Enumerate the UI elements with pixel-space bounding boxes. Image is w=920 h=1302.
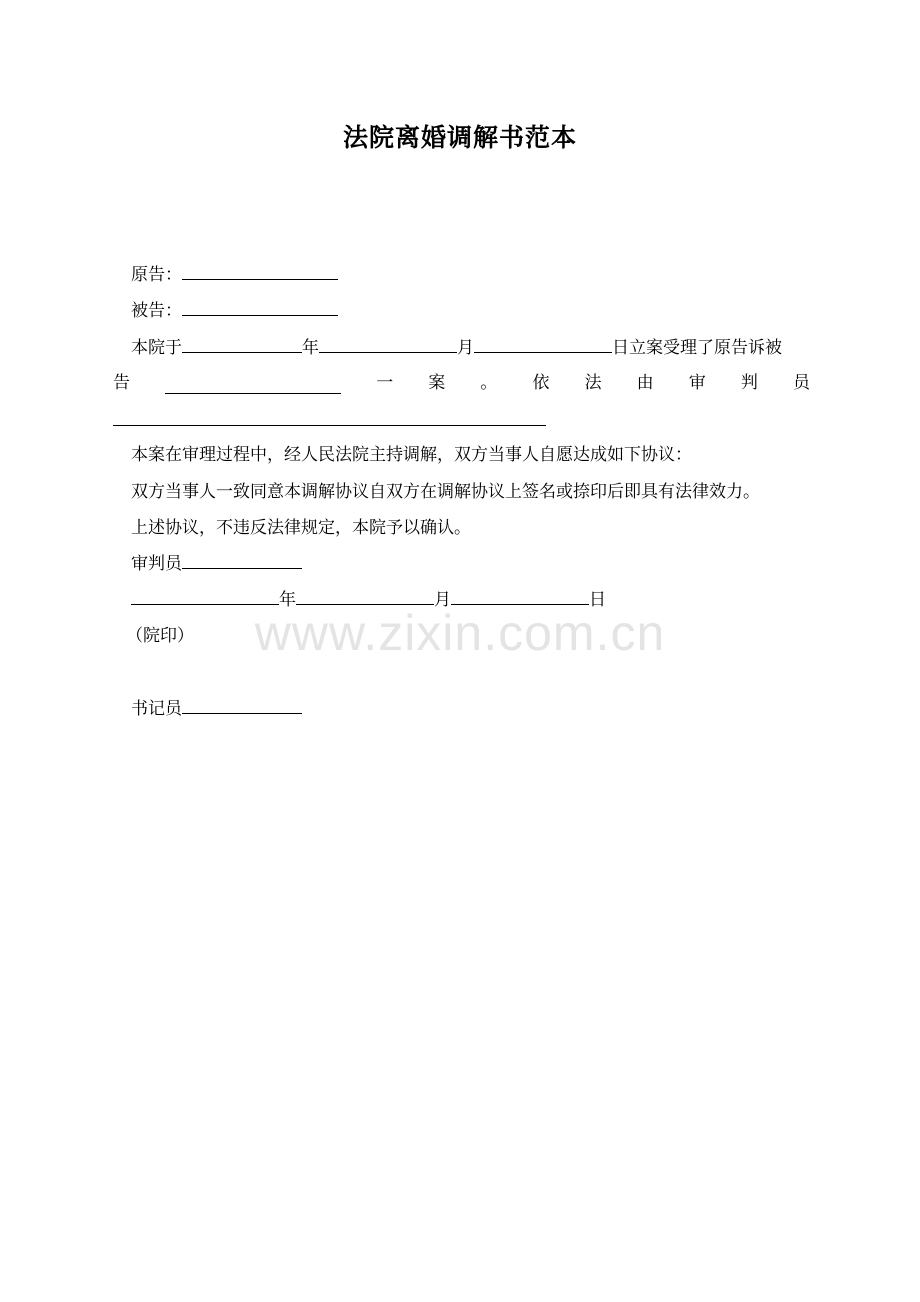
watermark: www.zixin.com.cn (254, 605, 666, 661)
filing-char: 。 (480, 373, 498, 393)
filing-line-1 (131, 337, 782, 359)
filing-prefix: 本院于 (131, 338, 182, 358)
filing-month-label: 月 (457, 338, 474, 358)
filing-suffix: 日立案受理了原告诉被 (612, 338, 782, 358)
clerk-label: 书记员 (131, 699, 182, 719)
filing-char: 依 (532, 373, 550, 393)
filing-char: 由 (636, 373, 654, 393)
date-day-blank (451, 589, 589, 605)
date-year-blank (131, 589, 279, 605)
judge-line (131, 553, 302, 575)
filing-char: 审 (688, 373, 706, 393)
filing-char: 告 (113, 373, 130, 393)
date-month-label: 月 (434, 590, 451, 610)
filing-char: 法 (584, 373, 602, 393)
filing-year-blank (182, 337, 302, 353)
date-day-label: 日 (589, 590, 606, 610)
clerk-line (131, 698, 302, 720)
defendant-line (131, 300, 338, 322)
document-title: 法院离婚调解书范本 (342, 123, 577, 152)
filing-char: 一 (376, 373, 394, 393)
clerk-blank (182, 698, 302, 714)
judge-blank (182, 553, 302, 569)
plaintiff-label: 原告： (131, 265, 182, 285)
defendant-name-blank (165, 378, 341, 394)
filing-day-blank (474, 337, 612, 353)
filing-char: 案 (428, 373, 446, 393)
agreement-text: 双方当事人一致同意本调解协议自双方在调解协议上签名或捺印后即具有法律效力。 (131, 482, 760, 502)
defendant-blank (182, 300, 338, 316)
date-year-label: 年 (279, 590, 296, 610)
judge-name-blank-line (113, 425, 546, 426)
confirmation-text: 上述协议，不违反法律规定，本院予以确认。 (131, 518, 471, 538)
filing-year-label: 年 (302, 338, 319, 358)
filing-char: 员 (792, 373, 810, 393)
plaintiff-blank (182, 264, 338, 280)
date-month-blank (296, 589, 434, 605)
defendant-label: 被告： (131, 301, 182, 321)
plaintiff-line (131, 264, 338, 286)
filing-month-blank (319, 337, 457, 353)
filing-line-2 (113, 372, 810, 394)
judge-label: 审判员 (131, 554, 182, 574)
mediation-intro: 本案在审理过程中，经人民法院主持调解，双方当事人自愿达成如下协议： (131, 445, 692, 465)
seal-label: （院印） (126, 626, 194, 646)
filing-char: 判 (740, 373, 758, 393)
